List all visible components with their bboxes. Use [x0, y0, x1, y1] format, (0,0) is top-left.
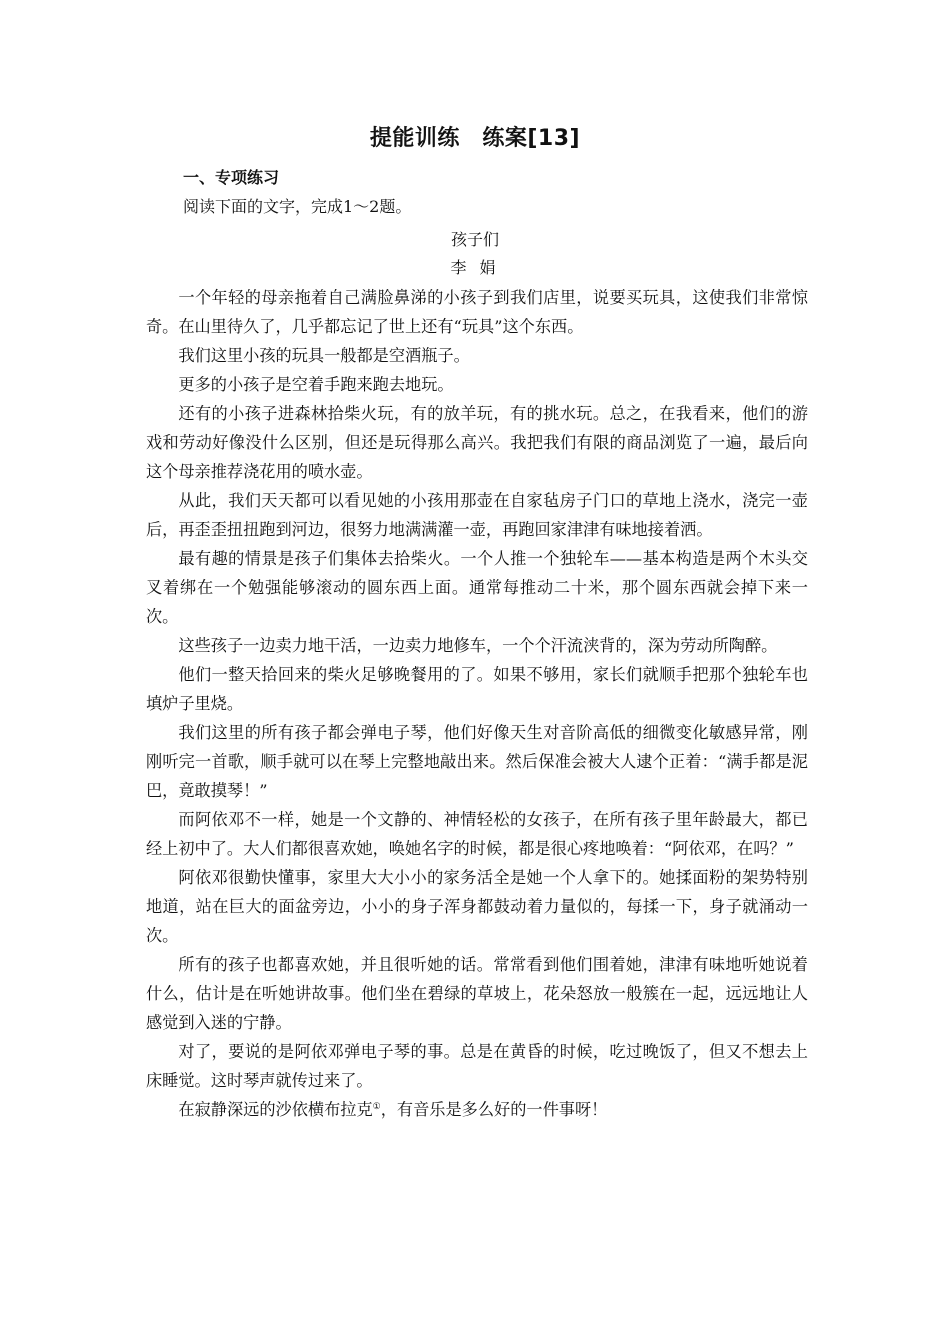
page-title: 提能训练 练案[13]	[369, 126, 581, 151]
story-title: 孩子们	[450, 230, 499, 249]
last-paragraph-text-start: 在寂静深远的沙依横布拉克	[178, 1100, 373, 1119]
footnote-marker[interactable]: ①	[372, 1102, 381, 1112]
story-paragraph: 这些孩子一边卖力地干活，一边卖力地修车，一个个汗流浃背的，深为劳动所陶醉。	[178, 636, 778, 655]
story-paragraph: 从此，我们天天都可以看见她的小孩用那壶在自家毡房子门口的草地上浇水，浇完一壶后，再歪歪扭扭跑到河边，很努力地满满灌一壶，再跑回家津津有味地接着洒。	[146, 491, 808, 539]
story-author: 李 娟	[450, 258, 500, 277]
story-paragraph: 我们这里的所有孩子都会弹电子琴，他们好像天生对音阶高低的细微变化敏感异常，刚刚听完一首歌，顺手就可以在琴上完整地敲出来。然后保准会被大人逮个正着：“满手都是泥巴，竟敢摸琴！”	[146, 723, 808, 800]
story-paragraph: 所有的孩子也都喜欢她，并且很听她的话。常常看到他们围着她，津津有味地听她说着什么，估计是在听她讲故事。他们坐在碧绿的草坡上，花朵怒放一般簇在一起，远远地让人感觉到入迷的宁静。	[146, 955, 808, 1032]
story-body	[146, 283, 808, 1124]
story-paragraph: 我们这里小孩的玩具一般都是空酒瓶子。	[178, 346, 470, 365]
instruction-text: 阅读下面的文字，完成1～2题。	[183, 197, 412, 216]
story-paragraph: 他们一整天拾回来的柴火足够晚餐用的了。如果不够用，家长们就顺手把那个独轮车也填炉子里烧。	[146, 665, 808, 713]
story-paragraph: 更多的小孩子是空着手跑来跑去地玩。	[178, 375, 454, 394]
story-paragraph: 最有趣的情景是孩子们集体去拾柴火。一个人推一个独轮车——基本构造是两个木头交叉着绑在一个勉强能够滚动的圆东西上面。通常每推动二十米，那个圆东西就会掉下来一次。	[146, 549, 808, 626]
last-paragraph-text-end: ，有音乐是多么好的一件事呀！	[380, 1100, 608, 1119]
story-paragraph: 对了，要说的是阿依邓弹电子琴的事。总是在黄昏的时候，吃过晚饭了，但又不想去上床睡觉。这时琴声就传过来了。	[146, 1042, 808, 1090]
story-paragraph: 而阿依邓不一样，她是一个文静的、神情轻松的女孩子，在所有孩子里年龄最大，都已经上初中了。大人们都很喜欢她，唤她名字的时候，都是很心疼地唤着：“阿依邓，在吗？”	[146, 810, 808, 858]
story-paragraph-last	[146, 1095, 808, 1124]
story-paragraph: 还有的小孩子进森林拾柴火玩，有的放羊玩，有的挑水玩。总之，在我看来，他们的游戏和劳动好像没什么区别，但还是玩得那么高兴。我把我们有限的商品浏览了一遍，最后向这个母亲推荐浇花用的喷水壶。	[146, 404, 808, 481]
story-paragraph: 一个年轻的母亲拖着自己满脸鼻涕的小孩子到我们店里，说要买玩具，这使我们非常惊奇。在山里待久了，几乎都忘记了世上还有“玩具”这个东西。	[146, 288, 808, 336]
section-heading: 一、专项练习	[183, 168, 280, 187]
story-paragraph: 阿依邓很勤快懂事，家里大大小小的家务活全是她一个人拿下的。她揉面粉的架势特别地道，站在巨大的面盆旁边，小小的身子浑身都鼓动着力量似的，每揉一下，身子就涌动一次。	[146, 868, 808, 945]
